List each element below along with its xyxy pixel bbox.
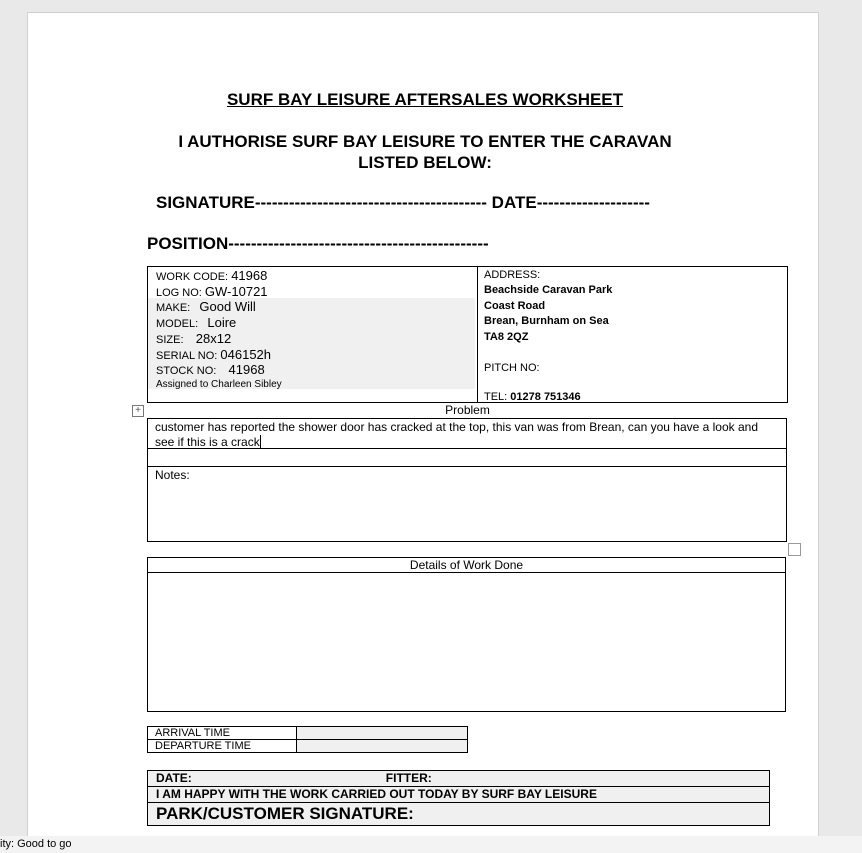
model-label: MODEL: <box>156 318 199 330</box>
departure-time-label: DEPARTURE TIME <box>148 740 297 753</box>
address-label: ADDRESS: <box>484 269 541 281</box>
work-done-header: Details of Work Done <box>148 558 785 573</box>
table-move-handle-icon[interactable]: + <box>132 405 144 417</box>
arrival-row <box>148 727 468 740</box>
work-code-row <box>156 268 267 283</box>
problem-description: customer has reported the shower door has cracked at the top, this van was from Brean, can you have a look and see if this is a crack <box>155 420 758 449</box>
departure-time-field[interactable] <box>297 740 468 753</box>
text-cursor <box>260 435 261 448</box>
departure-row <box>148 740 468 753</box>
caravan-details-cell[interactable] <box>148 267 478 402</box>
size-label: SIZE: <box>156 334 184 346</box>
log-no-label: LOG NO: <box>156 287 202 299</box>
date-fitter-row[interactable] <box>148 771 769 787</box>
date-label: DATE: <box>156 771 192 785</box>
status-bar <box>0 836 862 853</box>
address-line-2: Coast Road <box>484 300 546 312</box>
arrival-time-field[interactable] <box>297 727 468 740</box>
telephone-label: TEL: <box>484 391 508 403</box>
accessibility-status[interactable]: ity: Good to go <box>0 838 72 850</box>
signature-date-line: SIGNATURE----------------------------------------- DATE-------------------- <box>156 193 650 212</box>
problem-description-cell[interactable] <box>155 420 775 450</box>
serial-value: 046152h <box>220 347 272 362</box>
fitter-label: FITTER: <box>385 771 432 785</box>
pitch-no-label: PITCH NO: <box>484 362 540 374</box>
serial-label: SERIAL NO: <box>156 350 218 362</box>
authorisation-line-2: LISTED BELOW: <box>358 153 492 172</box>
serial-row <box>156 347 271 362</box>
stock-value: 41968 <box>228 362 265 377</box>
problem-header: Problem <box>445 403 490 417</box>
model-row <box>156 315 236 330</box>
work-code-label: WORK CODE: <box>156 271 229 283</box>
signoff-table <box>147 770 770 826</box>
worksheet-title: SURF BAY LEISURE AFTERSALES WORKSHEET <box>226 90 624 109</box>
assigned-to: Assigned to Charleen Sibley <box>156 379 282 390</box>
authorisation-text <box>28 131 822 173</box>
size-value: 28x12 <box>195 331 232 346</box>
make-row <box>156 299 256 314</box>
address-line-4: TA8 2QZ <box>484 331 529 343</box>
satisfaction-statement: I AM HAPPY WITH THE WORK CARRIED OUT TODAY BY SURF BAY LEISURE <box>148 787 769 803</box>
size-row <box>156 331 231 346</box>
problem-divider <box>148 448 786 449</box>
model-value: Loire <box>207 315 237 330</box>
arrival-time-label: ARRIVAL TIME <box>148 727 297 740</box>
log-no-value: GW-10721 <box>204 284 268 299</box>
notes-divider <box>148 466 786 467</box>
log-no-row <box>156 284 268 299</box>
problem-table <box>147 418 787 542</box>
make-label: MAKE: <box>156 302 191 314</box>
work-code-value: 41968 <box>231 268 268 283</box>
authorisation-line-1: I AUTHORISE SURF BAY LEISURE TO ENTER THE CARAVAN <box>178 132 672 151</box>
time-table <box>147 726 468 753</box>
address-line-1: Beachside Caravan Park <box>484 284 613 296</box>
work-done-table[interactable] <box>147 557 786 712</box>
stock-row <box>156 362 265 377</box>
address-line-3: Brean, Burnham on Sea <box>484 315 609 327</box>
telephone-value: 01278 751346 <box>510 391 581 403</box>
document-page[interactable] <box>27 12 819 837</box>
customer-signature-row[interactable]: PARK/CUSTOMER SIGNATURE: <box>156 804 414 823</box>
position-line: POSITION---------------------------------------------- <box>147 234 489 253</box>
stock-label: STOCK NO: <box>156 365 217 377</box>
resize-handle-icon[interactable] <box>788 543 801 556</box>
notes-label: Notes: <box>155 468 190 482</box>
make-value: Good Will <box>199 299 256 314</box>
telephone-row <box>484 391 581 403</box>
caravan-info-table <box>147 266 788 403</box>
